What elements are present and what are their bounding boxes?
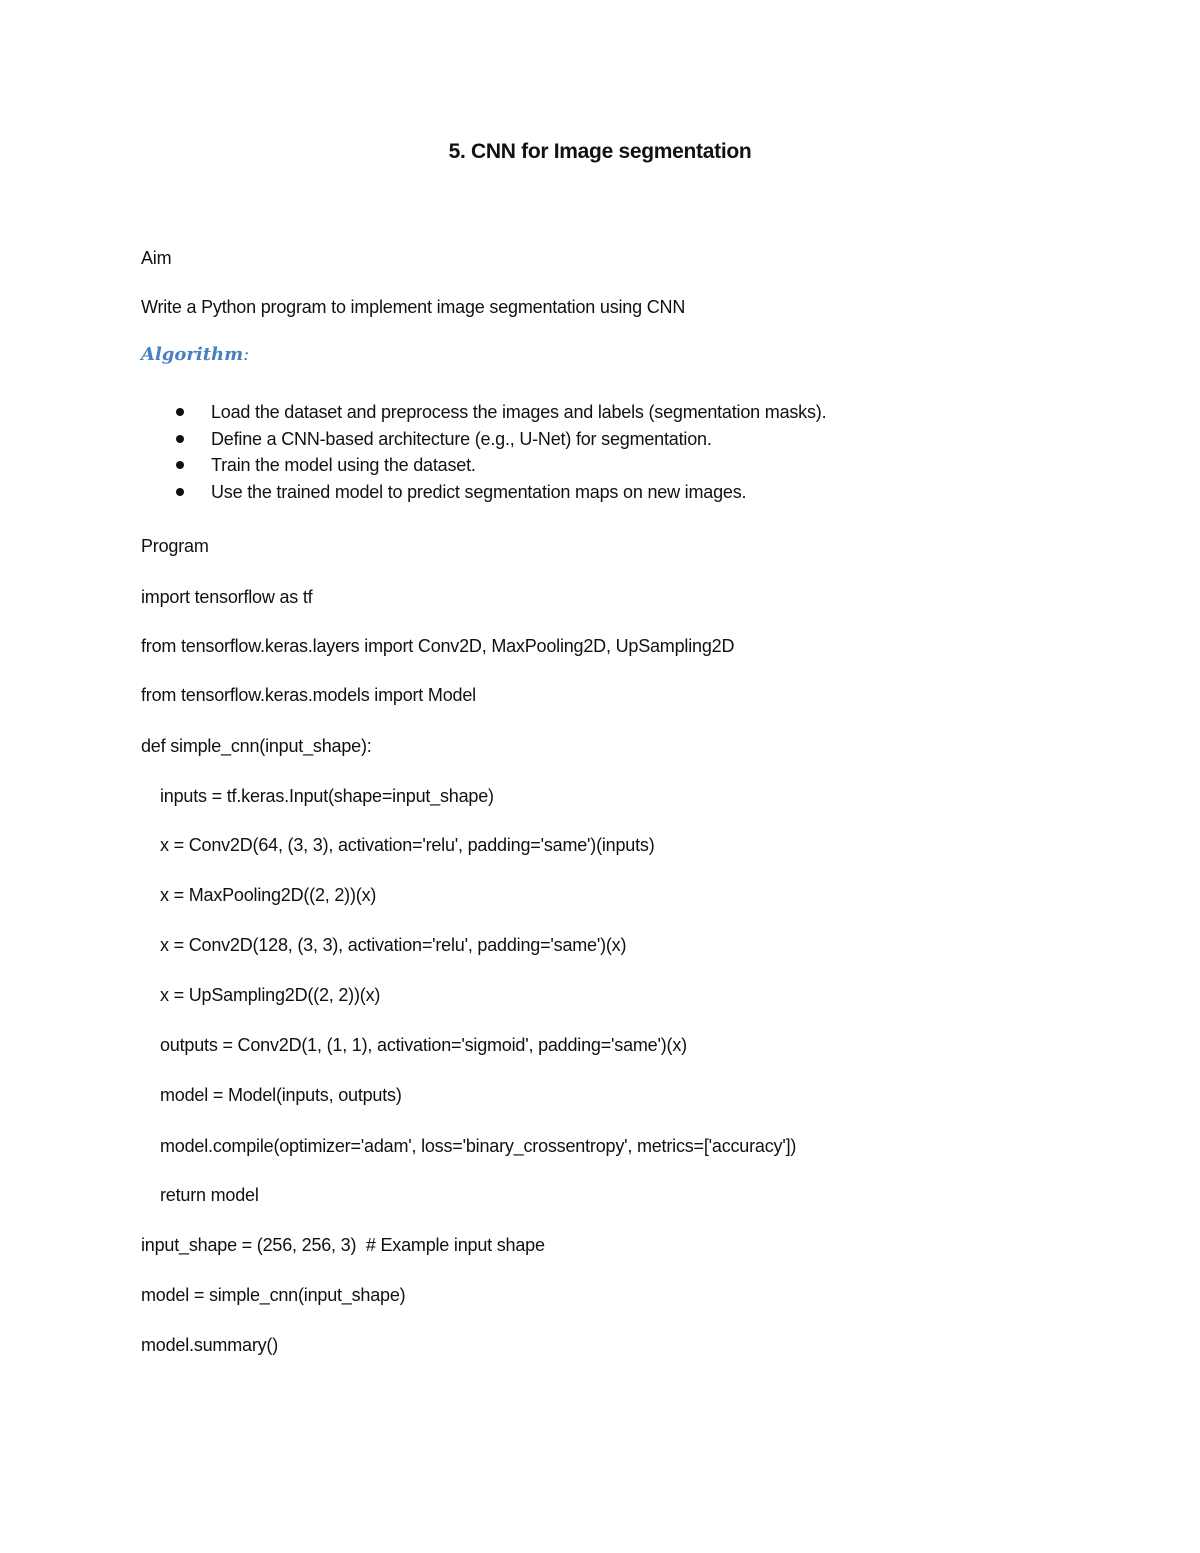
code-line: x = Conv2D(128, (3, 3), activation='relu', padding='same')(x)	[160, 935, 627, 955]
aim-text: Write a Python program to implement image segmentation using CNN	[141, 297, 686, 317]
code-line: from tensorflow.keras.models import Model	[141, 685, 476, 705]
code-line: model = simple_cnn(input_shape)	[141, 1285, 406, 1305]
code-line: inputs = tf.keras.Input(shape=input_shape)	[160, 786, 494, 806]
bullet-icon	[176, 488, 184, 496]
code-line: x = Conv2D(64, (3, 3), activation='relu', padding='same')(inputs)	[160, 835, 655, 855]
code-line: model = Model(inputs, outputs)	[160, 1085, 402, 1105]
aim-heading: Aim	[141, 248, 172, 268]
code-line: from tensorflow.keras.layers import Conv2D, MaxPooling2D, UpSampling2D	[141, 636, 735, 656]
code-line: outputs = Conv2D(1, (1, 1), activation='sigmoid', padding='same')(x)	[160, 1035, 687, 1055]
algorithm-heading-label: Algorithm	[141, 344, 244, 365]
bullet-icon	[176, 435, 184, 443]
list-item	[0, 402, 1200, 429]
code-line: model.compile(optimizer='adam', loss='binary_crossentropy', metrics=['accuracy'])	[160, 1136, 797, 1156]
algorithm-step-text: Load the dataset and preprocess the images and labels (segmentation masks).	[211, 402, 827, 422]
algorithm-steps-list	[0, 402, 1200, 508]
code-line: x = MaxPooling2D((2, 2))(x)	[160, 885, 377, 905]
code-line: return model	[160, 1185, 259, 1205]
bullet-icon	[176, 408, 184, 416]
code-line: input_shape = (256, 256, 3) # Example input shape	[141, 1235, 545, 1255]
algorithm-step-text: Define a CNN-based architecture (e.g., U-Net) for segmentation.	[211, 428, 712, 449]
code-line: def simple_cnn(input_shape):	[141, 736, 372, 756]
list-item	[0, 482, 1200, 509]
algorithm-heading	[141, 344, 249, 365]
bullet-icon	[176, 461, 184, 469]
code-line: x = UpSampling2D((2, 2))(x)	[160, 985, 381, 1005]
algorithm-step-text: Train the model using the dataset.	[211, 455, 476, 475]
algorithm-heading-colon: :	[243, 344, 250, 365]
code-line: model.summary()	[141, 1335, 279, 1355]
list-item	[0, 455, 1200, 482]
algorithm-step-text: Use the trained model to predict segmentation maps on new images.	[211, 481, 747, 502]
list-item	[0, 429, 1200, 456]
program-heading: Program	[141, 536, 209, 556]
code-line: import tensorflow as tf	[141, 587, 313, 607]
page-title: 5. CNN for Image segmentation	[448, 140, 752, 163]
